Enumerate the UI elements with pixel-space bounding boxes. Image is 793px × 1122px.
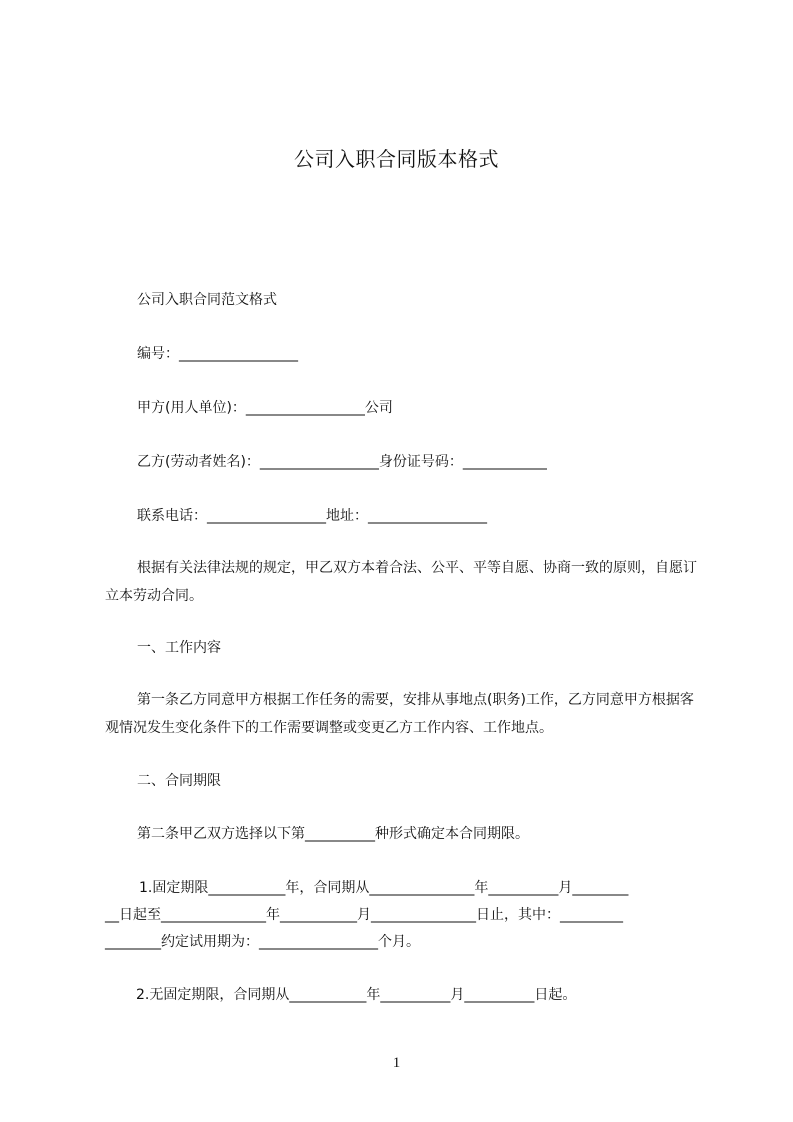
party-b-line: 乙方(劳动者姓名)：_________________身份证号码：____________: [137, 454, 547, 470]
section-1-heading: 一、工作内容: [137, 640, 221, 656]
contact-line: 联系电话：_________________地址：_________________: [137, 508, 487, 524]
contract-number-line: 编号：_________________: [137, 346, 298, 362]
indefinite-term-line: 2.无固定期限，合同期从___________年__________月__________日起。: [136, 987, 577, 1003]
document-subtitle: 公司入职合同范文格式: [137, 292, 277, 308]
document-title: 公司入职合同版本格式: [294, 147, 499, 171]
page-number: 1: [392, 1055, 401, 1071]
article-2-line: 第二条甲乙双方选择以下第__________种形式确定本合同期限。: [137, 826, 529, 842]
fixed-term-line-2: __日起至_______________年___________月_______________日止，其中：_________: [105, 907, 623, 923]
preamble-paragraph: 根据有关法律法规的规定，甲乙双方本着合法、公平、平等自愿、协商一致的原则，自愿订立本劳动合同。: [105, 560, 697, 604]
fixed-term-line-3: ________约定试用期为：_________________个月。: [105, 934, 420, 950]
party-a-line: 甲方(用人单位)：_________________公司: [137, 400, 393, 416]
section-2-heading: 二、合同期限: [137, 773, 221, 789]
fixed-term-line-1: 1.固定期限___________年，合同期从_______________年__________月________: [139, 880, 629, 896]
article-1-paragraph: 第一条乙方同意甲方根据工作任务的需要，安排从事地点(职务)工作，乙方同意甲方根据客观情况发生变化条件下的工作需要调整或变更乙方工作内容、工作地点。: [105, 692, 694, 736]
